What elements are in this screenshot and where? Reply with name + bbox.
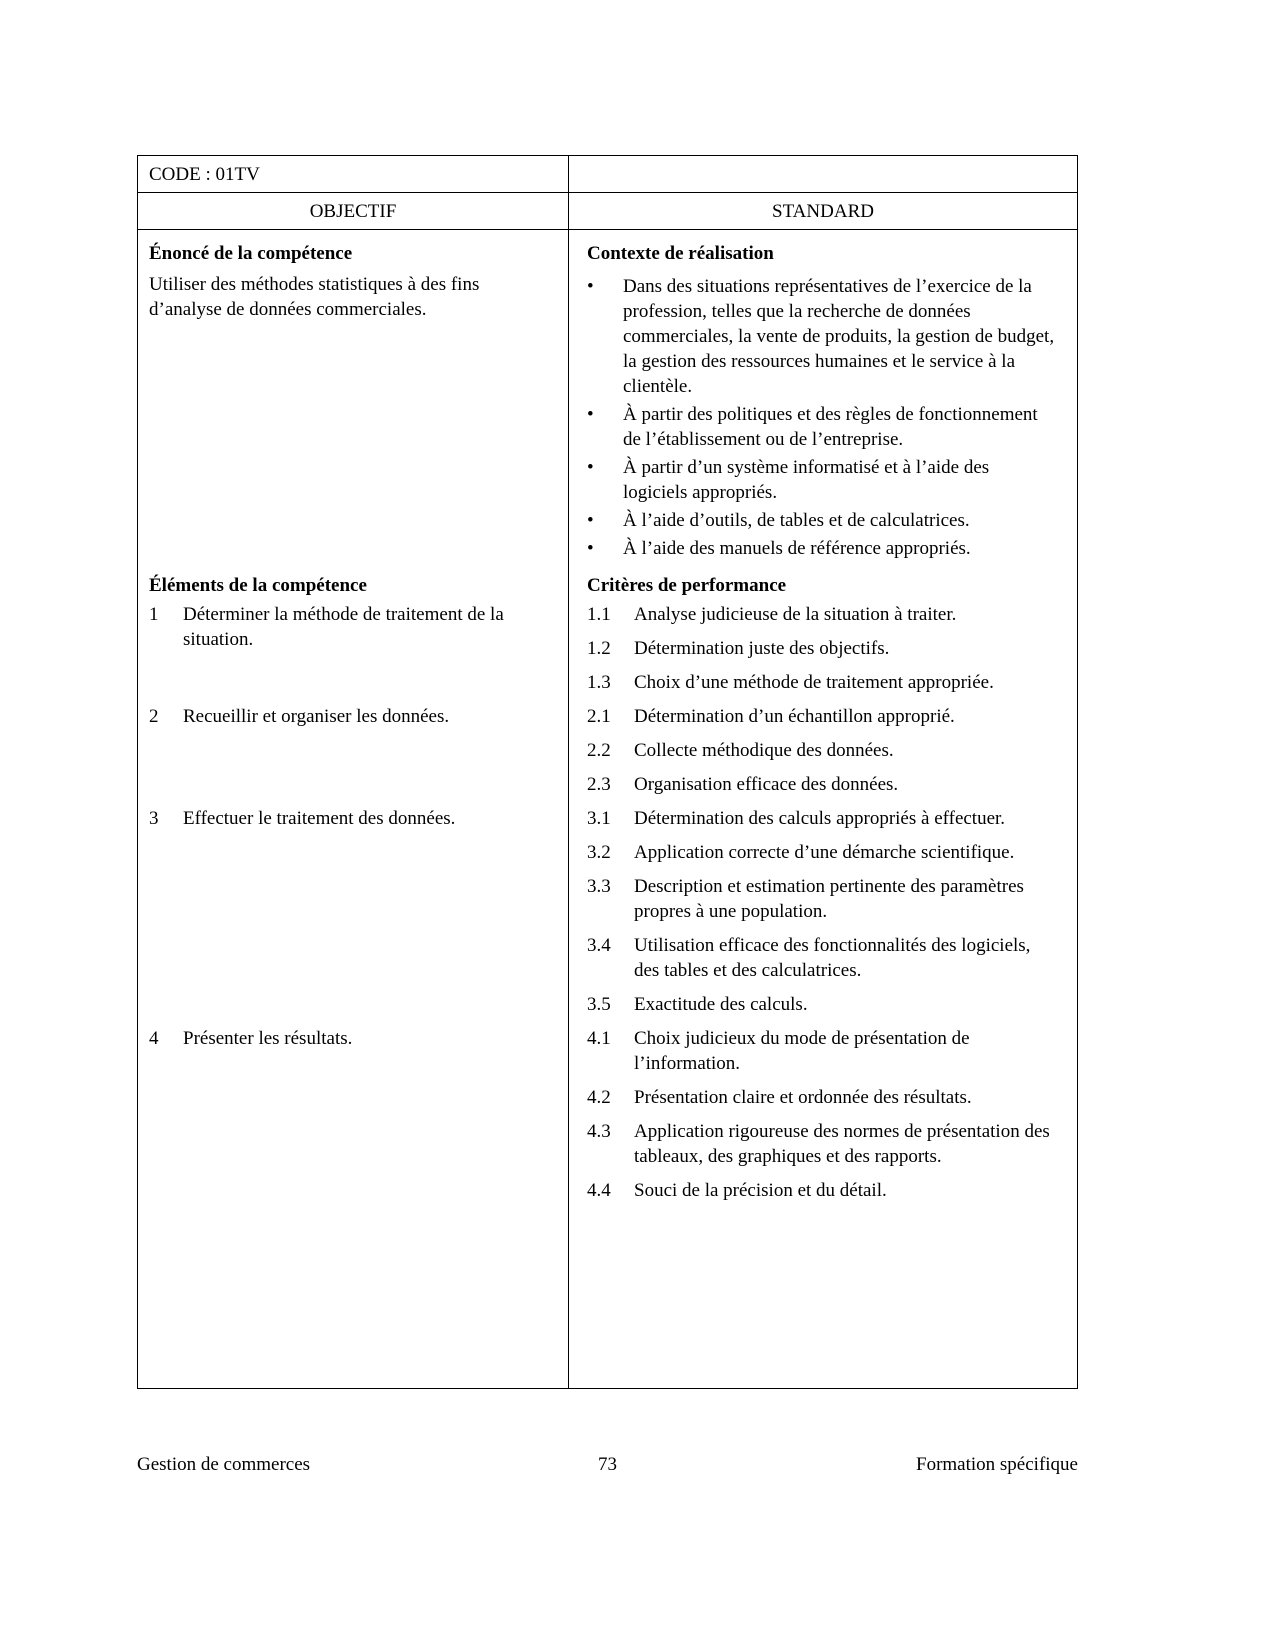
code-label: CODE : 01TV — [149, 163, 260, 185]
code-cell — [138, 156, 569, 192]
element-cell-4 — [138, 1026, 569, 1212]
criteria-item — [587, 840, 1055, 865]
criteria-item — [587, 1178, 1055, 1203]
page-footer — [137, 1452, 1078, 1477]
criteres-title-cell — [569, 573, 1077, 602]
bullet-icon: • — [587, 276, 594, 297]
element-number: 3 — [149, 808, 159, 829]
competency-table — [137, 155, 1078, 1389]
element-number: 2 — [149, 706, 159, 727]
criteria-text: Description et estimation pertinente des paramètres propres à une population. — [634, 876, 1024, 922]
enonce-cell — [138, 230, 569, 573]
criteria-number: 2.3 — [587, 774, 611, 795]
element-cell-3 — [138, 806, 569, 1026]
list-item — [587, 274, 1055, 399]
criteria-number: 1.2 — [587, 638, 611, 659]
element-number: 4 — [149, 1028, 159, 1049]
bullet-text: À l’aide des manuels de référence appropriés. — [623, 538, 971, 559]
standard-header: STANDARD — [772, 200, 874, 222]
criteria-group-2 — [569, 704, 1077, 806]
element-text: Recueillir et organiser les données. — [183, 706, 450, 727]
criteria-number: 2.2 — [587, 740, 611, 761]
criteria-number: 4.4 — [587, 1180, 611, 1201]
element-cell-2 — [138, 704, 569, 806]
criteria-text: Application rigoureuse des normes de présentation des tableaux, des graphiques et des rapports. — [634, 1121, 1050, 1167]
criteria-number: 3.5 — [587, 994, 611, 1015]
code-cell-empty — [569, 156, 1077, 192]
criteria-item — [587, 874, 1055, 924]
contexte-cell — [569, 230, 1077, 573]
bullet-text: À partir des politiques et des règles de fonctionnement de l’établissement ou de l’entreprise. — [623, 404, 1038, 450]
criteria-text: Présentation claire et ordonnée des résultats. — [634, 1087, 972, 1108]
criteria-number: 3.1 — [587, 808, 611, 829]
objectif-header: OBJECTIF — [309, 200, 397, 222]
criteria-text: Application correcte d’une démarche scientifique. — [634, 842, 1015, 863]
element-item — [149, 1026, 554, 1051]
criteria-item — [587, 738, 1055, 763]
criteria-text: Détermination d’un échantillon approprié. — [634, 706, 955, 727]
criteres-title: Critères de performance — [587, 575, 787, 596]
criteria-number: 4.1 — [587, 1028, 611, 1049]
criteria-text: Collecte méthodique des données. — [634, 740, 894, 761]
criteria-item — [587, 992, 1055, 1017]
criteria-item — [587, 636, 1055, 661]
filler-cell-left — [138, 1212, 569, 1388]
contexte-title: Contexte de réalisation — [587, 243, 774, 264]
criteria-number: 1.3 — [587, 672, 611, 693]
list-item — [587, 455, 1055, 505]
criteria-text: Souci de la précision et du détail. — [634, 1180, 887, 1201]
element-cell-1 — [138, 602, 569, 704]
criteria-item — [587, 602, 1055, 627]
objectif-header-cell — [138, 193, 569, 229]
criteria-item — [587, 806, 1055, 831]
enonce-title: Énoncé de la compétence — [149, 243, 353, 264]
criteria-text: Choix d’une méthode de traitement appropriée. — [634, 672, 994, 693]
bullet-text: Dans des situations représentatives de l’exercice de la profession, telles que la recherche de données commerciales, la vente de produits, la gestion de budget, la gestion des ressources humaines et le service à la clientèle. — [623, 276, 1055, 397]
criteria-group-4 — [569, 1026, 1077, 1212]
page-number: 73 — [598, 1454, 617, 1475]
filler-cell-right — [569, 1212, 1077, 1388]
element-item — [149, 806, 554, 831]
list-item — [587, 508, 1055, 533]
bullet-icon: • — [587, 404, 594, 425]
criteria-number: 3.3 — [587, 876, 611, 897]
element-item — [149, 704, 554, 729]
criteria-number: 4.2 — [587, 1087, 611, 1108]
criteria-item — [587, 1085, 1055, 1110]
list-item — [587, 402, 1055, 452]
elements-title: Éléments de la compétence — [149, 575, 367, 596]
column-header-row — [138, 193, 1077, 230]
element-text: Présenter les résultats. — [183, 1028, 353, 1049]
criteria-number: 1.1 — [587, 604, 611, 625]
bullet-text: À partir d’un système informatisé et à l’aide des logiciels appropriés. — [623, 457, 990, 503]
criteria-number: 2.1 — [587, 706, 611, 727]
criteria-item — [587, 1026, 1055, 1076]
criteria-text: Utilisation efficace des fonctionnalités des logiciels, des tables et des calculatrices. — [634, 935, 1031, 981]
criteria-text: Exactitude des calculs. — [634, 994, 808, 1015]
table-body — [138, 230, 1077, 1388]
bullet-icon: • — [587, 538, 594, 559]
criteria-text: Choix judicieux du mode de présentation de l’information. — [634, 1028, 970, 1074]
elements-title-cell — [138, 573, 569, 602]
element-text: Effectuer le traitement des données. — [183, 808, 456, 829]
criteria-number: 3.2 — [587, 842, 611, 863]
criteria-number: 3.4 — [587, 935, 611, 956]
criteria-text: Détermination des calculs appropriés à effectuer. — [634, 808, 1006, 829]
criteria-group-1 — [569, 602, 1077, 704]
element-text: Déterminer la méthode de traitement de la situation. — [183, 604, 504, 650]
criteria-text: Détermination juste des objectifs. — [634, 638, 890, 659]
footer-section-title: Formation spécifique — [916, 1454, 1078, 1475]
code-row — [138, 156, 1077, 193]
criteria-item — [587, 704, 1055, 729]
criteria-item — [587, 933, 1055, 983]
enonce-text: Utiliser des méthodes statistiques à des fins d’analyse de données commerciales. — [149, 274, 480, 320]
element-number: 1 — [149, 604, 159, 625]
criteria-item — [587, 670, 1055, 695]
bullet-text: À l’aide d’outils, de tables et de calculatrices. — [623, 510, 970, 531]
criteria-text: Organisation efficace des données. — [634, 774, 899, 795]
element-item — [149, 602, 554, 652]
criteria-number: 4.3 — [587, 1121, 611, 1142]
criteria-text: Analyse judicieuse de la situation à traiter. — [634, 604, 957, 625]
bullet-icon: • — [587, 510, 594, 531]
list-item — [587, 536, 1055, 561]
standard-header-cell — [569, 193, 1077, 229]
footer-document-title: Gestion de commerces — [137, 1454, 311, 1475]
bullet-icon: • — [587, 457, 594, 478]
criteria-item — [587, 1119, 1055, 1169]
criteria-item — [587, 772, 1055, 797]
criteria-group-3 — [569, 806, 1077, 1026]
